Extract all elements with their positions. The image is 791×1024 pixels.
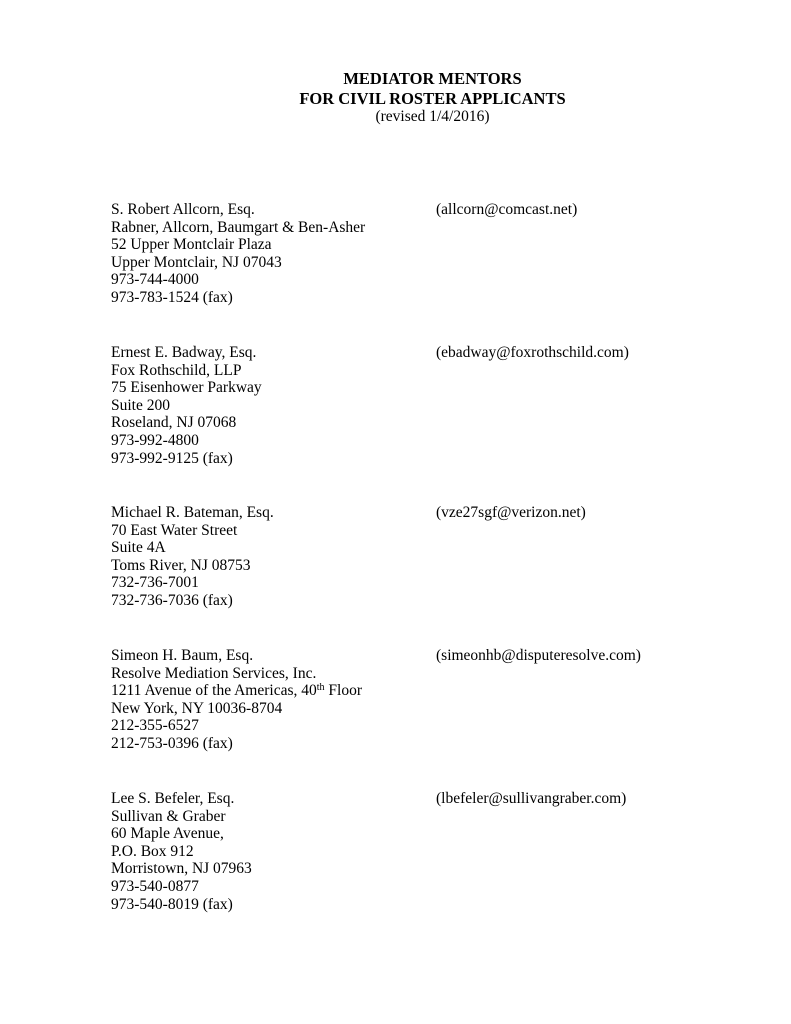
- mentor-phone: 732-736-7001: [111, 574, 199, 592]
- mentor-po-box: P.O. Box 912: [111, 842, 194, 860]
- mentor-email: (lbefeler@sullivangraber.com): [436, 790, 627, 807]
- mentor-phone: 973-744-4000: [111, 271, 199, 289]
- mentor-name: Lee S. Befeler, Esq.: [111, 790, 235, 807]
- mentor-city: Roseland, NJ 07068: [111, 414, 237, 432]
- mentor-fax: 732-736-7036 (fax): [111, 591, 233, 609]
- mentor-name: S. Robert Allcorn, Esq.: [111, 201, 255, 218]
- mentor-entry-bateman: [111, 504, 751, 610]
- mentor-name: Michael R. Bateman, Esq.: [111, 504, 274, 521]
- mentor-fax: 973-992-9125 (fax): [111, 449, 233, 467]
- mentor-street-text: 1211 Avenue of the Americas, 40: [111, 682, 317, 700]
- mentor-street: 70 East Water Street: [111, 521, 238, 539]
- mentor-entry-baum: [111, 647, 751, 753]
- mentor-phone: 973-540-0877: [111, 877, 199, 895]
- mentor-firm: Sullivan & Graber: [111, 807, 226, 825]
- mentor-street: [111, 682, 751, 700]
- mentor-street: 60 Maple Avenue,: [111, 825, 224, 843]
- mentor-fax: 973-783-1524 (fax): [111, 288, 233, 306]
- mentor-firm: Resolve Mediation Services, Inc.: [111, 664, 317, 682]
- mentor-phone: 212-355-6527: [111, 717, 199, 735]
- mentor-suite: Suite 200: [111, 396, 170, 414]
- mentor-name: Ernest E. Badway, Esq.: [111, 344, 257, 361]
- mentor-email: (simeonhb@disputeresolve.com): [436, 647, 641, 664]
- mentor-name: Simeon H. Baum, Esq.: [111, 647, 254, 664]
- document-header: [0, 69, 791, 126]
- mentor-firm: Fox Rothschild, LLP: [111, 361, 242, 379]
- mentor-city: Toms River, NJ 08753: [111, 556, 251, 574]
- mentor-street: 52 Upper Montclair Plaza: [111, 236, 272, 254]
- mentor-city: Upper Montclair, NJ 07043: [111, 253, 282, 271]
- mentor-email: (vze27sgf@verizon.net): [436, 504, 586, 521]
- mentor-firm: Rabner, Allcorn, Baumgart & Ben-Asher: [111, 218, 366, 236]
- mentor-street-floor: Floor: [324, 682, 363, 700]
- mentor-email: (ebadway@foxrothschild.com): [436, 344, 629, 361]
- mentor-fax: 212-753-0396 (fax): [111, 734, 233, 752]
- mentor-city: New York, NY 10036-8704: [111, 699, 283, 717]
- mentor-entry-befeler: [111, 790, 751, 913]
- ordinal-suffix: th: [316, 682, 325, 694]
- mentor-entry-allcorn: [111, 201, 751, 307]
- mentor-suite: Suite 4A: [111, 539, 166, 557]
- mentor-street: 75 Eisenhower Parkway: [111, 379, 262, 397]
- title-line-2: FOR CIVIL ROSTER APPLICANTS: [299, 88, 566, 108]
- mentor-fax: 973-540-8019 (fax): [111, 895, 233, 913]
- mentor-email: (allcorn@comcast.net): [436, 201, 578, 218]
- revised-date: (revised 1/4/2016): [375, 108, 490, 125]
- title-line-1: MEDIATOR MENTORS: [343, 69, 522, 88]
- mentor-phone: 973-992-4800: [111, 431, 199, 449]
- mentor-city: Morristown, NJ 07963: [111, 860, 252, 878]
- mentor-entry-badway: [111, 344, 751, 467]
